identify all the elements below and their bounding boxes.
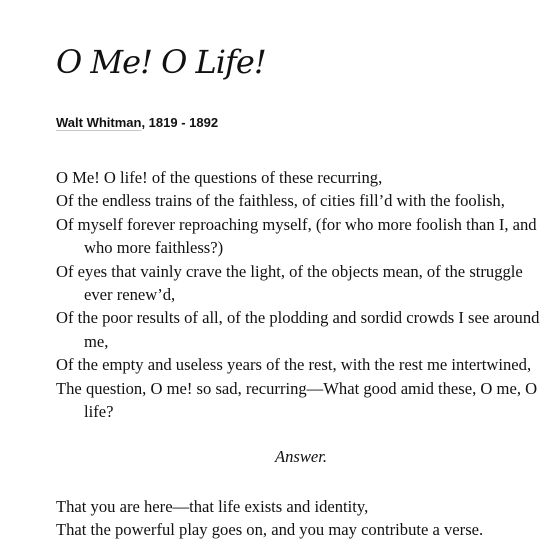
poem-line: That the powerful play goes on, and you may contribute a verse. [56, 520, 484, 540]
poem-line: The question, O me! so sad, recurring—What good amid these, O me, O life? [56, 378, 538, 422]
stanza-2 [56, 495, 546, 542]
byline [56, 114, 218, 132]
poem-line: Of the empty and useless years of the rest, with the rest me intertwined, [56, 355, 532, 375]
answer-heading: Answer. [274, 447, 328, 467]
poem-title: O Me! O Life! [56, 43, 266, 81]
author-dates: , 1819 - 1892 [141, 115, 219, 130]
stanza-1 [56, 166, 546, 423]
poem-body [56, 166, 546, 542]
poem-line: That you are here—that life exists and identity, [56, 496, 369, 516]
poem-line: Of the endless trains of the faithless, of cities fill’d with the foolish, [56, 191, 505, 211]
poem-line: O Me! O life! of the questions of these recurring, [56, 168, 383, 187]
poem-line: Of myself forever reproaching myself, (for who more foolish than I, and who more faithless?) [56, 214, 537, 258]
author-link[interactable]: Walt Whitman [56, 115, 142, 130]
poem-line: Of eyes that vainly crave the light, of the objects mean, of the struggle ever renew’d, [56, 261, 523, 305]
poem-line: Of the poor results of all, of the plodding and sordid crowds I see around me, [56, 308, 540, 351]
